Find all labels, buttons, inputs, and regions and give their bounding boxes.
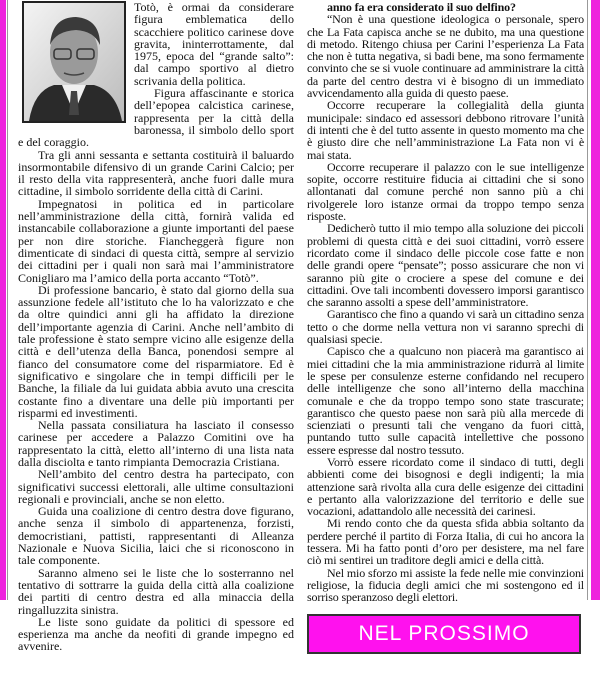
paragraph: Saranno almeno sei le liste che lo sosterranno nel tentativo di sottrarre la guida della città alla coalizione dei partiti di centro destra ed alla minaccia della ringalluzzita sinistra. [18, 565, 294, 617]
paragraph: Di professione bancario, è stato dal giorno della sua assunzione fedele all’istituto che lo ha valorizzato e che da oltre quindici anni gli ha affidato la direzione dell’importante agenzia di Carini. Anche nell’ambito di tale professione è stato sempre vicino alle esigenze della città e dell’utenza della Banca, ponendosi sempre al fianco del consumatore come del risparmiatore. Ed è significativo e singolare che in tempi difficili per le Banche, la filiale da lui guidata abbia avuto una crescita costante fino a diventare una delle più importanti per risparmi ed investimenti. [18, 282, 294, 420]
paragraph: Vorrò essere ricordato come il sindaco di tutti, degli abbienti come dei bisognosi e degli indigenti; la mia attenzione sarà rivolta alla cura delle esigenze dei cittadini e pertanto alla valorizzazione del territorio e delle sue vocazioni, adattandolo alle necessità dei carinesi. [307, 454, 584, 519]
column-rule-right [587, 0, 588, 600]
paragraph: Occorre recuperare il palazzo con le sue intelligenze sopite, occorre restituire fiducia ai cittadini che si sono allontanati dal comune perché non sanno più a chi rivolgerele loro istanze ormai da troppo tempo senza risposte. [307, 159, 584, 224]
left-article-column [18, 1, 294, 653]
paragraph: Nella passata consiliatura ha lasciato il consesso carinese per accedere a Palazzo Comitini ove ha rappresentato la città, eletto all’interno di una lista nata dalla disciolta e tanto rimpianta Democrazia Cristiana. [18, 418, 294, 469]
paragraph: Nell’ambito del centro destra ha partecipato, con significativi successi elettorali, alle ultime consultazioni regionali e provinciali, anche se non eletto. [18, 467, 294, 506]
paragraph: Capisco che a qualcuno non piacerà ma garantisco ai miei cittadini che la mia amministrazione ridurrà al limite le spese per consulenze esterne confidando nel recupero delle intelligenze che sono all’interno della macchina comunale e che da troppo tempo sono state trascurate; garantisco che questo paese non sarà più alla mercede di scienziati o presunti tali che vengano da fuori città, puntando tutto sulle capacità intellettive che possono essere espresse dal nostro tessuto. [307, 344, 584, 457]
paragraph: Totò, è ormai da considerare figura emblematica dello scacchiere politico carinese dove gravita, ininterrottamente, dal 1975, epoca del “grande salto”: dal campo sportivo al dietro scrivania della politica. [134, 0, 294, 88]
interview-question: anno fa era considerato il suo delfino? [327, 0, 516, 14]
paragraph: Occorre recuperare la collegialità della giunta municipale: sindaco ed assessori debbono ritrovare l’unità di intenti che è del tutto assente in questo momento ma che è giusto dire che nell’amministrazione La Fata non vi è mai stata. [307, 98, 584, 162]
paragraph: Nel mio sforzo mi assiste la fede nelle mie convinzioni religiose, la fiducia degli amici che mi sostengono ed il sorriso speranzoso degli elettori. [307, 565, 584, 605]
paragraph: Guida una coalizione di centro destra dove figurano, anche senza il simbolo di appartenenza, forzisti, democristiani, pattisti, rappresentanti di Alleanza Nazionale e Nuova Sicilia, laici che si riconoscono in tale componente. [18, 504, 294, 568]
paragraph: Le liste sono guidate da politici di spessore ed esperienza ma anche da neofiti di grande impegno ed avvenire. [18, 614, 294, 654]
paragraph: Garantisco che fino a quando vi sarà un cittadino senza tetto o che dorme nella vettura non vi saranno sprechi di qualsiasi specie. [307, 307, 584, 347]
paragraph: “Non è una questione ideologica o personale, spero che La Fata capisca anche se ne dubito, ma una questione di metodo. Ritengo chiusa per Carini l’esperienza La Fata che non è tutta negativa, si badi bene, ma sono fermamente convinto che se si vuole continuare ad amministrare la città da parte del centro destra vi è bisogno di un immediato avvicendamento alla guida di questo paese. [307, 12, 584, 101]
paragraph: Mi rendo conto che da questa sfida abbia soltanto da perdere perché il partito di Forza Italia, di cui ho ancora la tessera. Mi ha fatto ponti d’oro per desistere, ma nel fare ciò mi sentirei un traditore degli amici e della città. [307, 516, 584, 568]
paragraph: Tra gli anni sessanta e settanta costituirà il baluardo insormontabile difensivo di un grande Carini Calcio; per il resto della vita rappresenterà, anche fuori dalle mura cittadine, il simbolo sorridente della città di Carini. [18, 147, 294, 199]
page-border-left [0, 0, 6, 600]
paragraph: Impegnatosi in politica ed in particolare nell’amministrazione della città, fornirà valida ed instancabile collaborazione a giunte importanti del paese per non dire storiche. Fiancheggerà figure non dimenticate di sindaci di questa città, sempre al servizio dei cittadini per i quali non sarà mai l’amministratore Conigliaro ma l’amico della porta accanto “Totò”. [18, 196, 294, 285]
portrait-photo [22, 1, 126, 123]
right-article-column [307, 0, 584, 681]
next-issue-banner: NEL PROSSIMO NUMERO [307, 614, 581, 654]
page-border-right [591, 0, 600, 600]
column-rule-left [7, 0, 8, 600]
paragraph: Dedicherò tutto il mio tempo alla soluzione dei piccoli problemi di questa città e dei suoi cittadini, vorrò essere ricordato come il sindaco delle piccole cose fatte e non delle grandi opere “pensate”; posso assicurare che non vi saranno più gite o crociere a spese del comune e dei cittadini. Ove tali incombenti dovessero imporsi garantisco che saranno assolti a spese dell’amministratore. [307, 221, 584, 310]
paragraph: Figura affascinante e storica dell’epopea calcistica carinese, rappresenta per la città della baronessa, il simbolo dello sport e del coraggio. [18, 86, 294, 150]
